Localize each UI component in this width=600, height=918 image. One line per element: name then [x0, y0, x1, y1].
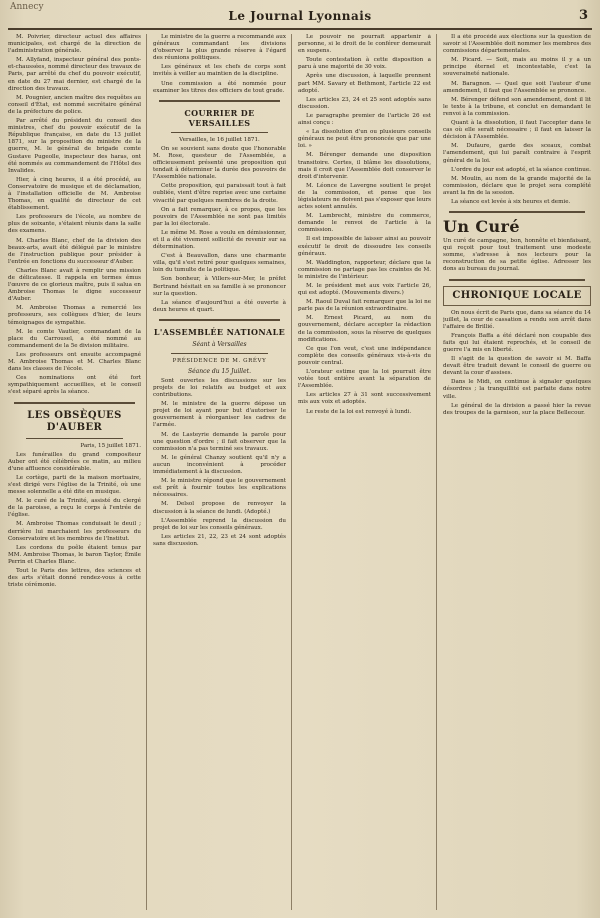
chronicle-paragraph: Il s'agit de la question de savoir si M. Baffa devait être traduit devant le conseil de guerre ou devant la cour d'assises.	[443, 356, 591, 377]
obituary-paragraph: M. Ambroise Thomas conduisait le deuil ; derrière lui marchaient les professeurs du Conservatoire et les membres de l'Institut.	[8, 521, 141, 542]
assembly-subheading: Séant à Versailles	[192, 340, 247, 348]
versailles-paragraph: C'est à Beauvallon, dans une charmante villa, qu'il s'est retiré pour quelques semaines, loin du tumulte de la politique.	[153, 253, 286, 274]
obituary-paragraph: Le cortège, parti de la maison mortuaire, s'est dirigé vers l'église de la Trinité, où une messe solennelle a été dite en musique.	[8, 474, 141, 496]
col1-paragraph: Par arrêté du président du conseil des ministres, chef du pouvoir exécutif de la République française, en date du 13 juillet 1871, sur la proposition du ministre de la guerre, M. le général de brigade comte Gustave Pugeolle, inspecteur des haras, ont été nommés au commandement de l'Hôtel des Invalides.	[8, 118, 141, 174]
col1-paragraph: M. le comte Vautier, commandant de la place du Carrousel, a été nommé au commandement de la 5e division militaire.	[8, 328, 141, 349]
col3-paragraph: M. Bérenger demande une disposition transitoire. Certes, il blâme les dissolutions, mais il croit que l'Assemblée doit conserver le droit d'intervenir.	[298, 152, 431, 180]
col4-paragraph: M. Moulin, au nom de la grande majorité de la commission, déclare que le projet sera complété avant la fin de la session.	[443, 175, 591, 196]
versailles-paragraph: Son bonheur, à Villers-sur-Mer, le préfet Bertrand hésitait en sa famille à se prononcer sur la question.	[153, 276, 286, 297]
col3-paragraph: Le paragraphe premier de l'article 26 est ainsi conçu :	[298, 112, 431, 127]
col2-paragraph: Une commission a été nommée pour examiner les titres des officiers de tout grade.	[153, 80, 286, 94]
col1-paragraph: M. Ambroise Thomas a remercié les professeurs, ses collègues d'hier, de leurs témoignages de sympathie.	[8, 305, 141, 326]
col1-paragraph: Ces nominations ont été fort sympathiquement accueillies, et le conseil s'est séparé après la séance.	[8, 375, 141, 396]
assembly-presidency: PRÉSIDENCE DE M. GRÉVY	[172, 357, 267, 364]
obituary-paragraph: M. le curé de la Trinité, assisté du clergé de la paroisse, a reçu le corps à l'entrée de l'église.	[8, 498, 141, 519]
col1-paragraph: M. Pougnier, ancien maître des requêtes au conseil d'État, est nommé secrétaire général de la préfecture de police.	[8, 94, 141, 115]
chronicle-heading: CHRONIQUE LOCALE	[452, 289, 582, 301]
col4-paragraph: Il a été procédé aux élections sur la question de savoir si l'Assemblée doit nommer les membres des commissions départementales.	[443, 34, 591, 55]
col4-paragraph: La séance est levée à six heures et demie.	[451, 198, 571, 205]
column-4	[443, 34, 591, 910]
col3-paragraph: L'orateur estime que la loi pourrait être votée tout entière avant la séparation de l'Assemblée.	[298, 369, 431, 390]
versailles-paragraph: La séance d'aujourd'hui a été ouverte à deux heures et quart.	[153, 299, 286, 313]
chronicle-paragraph: Dans le Midi, on continue à signaler quelques désordres ; la tranquillité est parfaite dans notre ville.	[443, 379, 591, 400]
heading-rule	[171, 353, 268, 354]
col3-paragraph: M. Lambrecht, ministre du commerce, demande le renvoi de l'article à la commission.	[298, 213, 431, 234]
column-divider	[146, 34, 147, 910]
page-number: 3	[578, 8, 588, 23]
col1-paragraph: Hier, à cinq heures, il a été procédé, au Conservatoire de musique et de déclamation, à l'installation officielle de M. Ambroise Thomas, en qualité de directeur de cet établissement.	[8, 176, 141, 212]
section-rule	[159, 100, 280, 102]
section-rule	[449, 279, 585, 281]
col3-paragraph: M. le président met aux voix l'article 26, qui est adopté. (Mouvements divers.)	[298, 283, 431, 297]
column-divider	[291, 34, 292, 910]
col1-paragraph: M. Poivrier, directeur actuel des affaires municipales, est chargé de la direction de l'administration générale.	[8, 34, 141, 55]
col3-paragraph: Les articles 27 à 31 sont successivement mis aux voix et adoptés.	[298, 392, 431, 406]
assembly-paragraph: M. le ministre de la guerre dépose un projet de loi ayant pour but d'autoriser le gouvernement à réorganiser les cadres de l'armée.	[153, 401, 286, 429]
col4-paragraph: Quant à la dissolution, il faut l'accepter dans le cas où elle serait nécessaire ; il faut en laisser la décision à l'Assemblée.	[443, 120, 591, 141]
assembly-paragraph: M. le ministre répond que le gouvernement est prêt à fournir toutes les explications nécessaires.	[153, 478, 286, 499]
versailles-dateline: Versailles, le 16 juillet 1871.	[179, 136, 260, 143]
col3-paragraph: Le reste de la loi est renvoyé à lundi.	[306, 408, 412, 415]
obituary-heading: LES OBSÈQUES D'AUBER	[27, 409, 122, 433]
obituary-paragraph: Tout le Paris des lettres, des sciences et des arts s'était donné rendez-vous à cette triste cérémonie.	[8, 568, 141, 589]
versailles-paragraph: Cette proposition, qui paraissait tout à fait oubliée, vient d'être reprise avec une certaine vivacité par quelques membres de la droite.	[153, 183, 286, 204]
masthead-corner-mark: Annecy	[10, 2, 44, 12]
obituary-dateline: Paris, 15 juillet 1871.	[80, 442, 141, 449]
col3-paragraph: Après une discussion, à laquelle prennent part MM. Savary et Bethmont, l'article 22 est adopté.	[298, 73, 431, 94]
col4-paragraph: L'ordre du jour est adopté, et la séance continue.	[451, 166, 591, 173]
col2-paragraph: Les généraux et les chefs de corps sont invités à veiller au maintien de la discipline.	[153, 64, 286, 78]
col3-paragraph: Il est impossible de laisser ainsi au pouvoir exécutif le droit de dissoudre les conseils généraux.	[298, 236, 431, 257]
masthead	[0, 0, 600, 30]
col1-news-block	[8, 34, 141, 397]
col3-paragraph: Le pouvoir ne pourrait appartenir à personne, si le droit de le conférer demeurait en suspens.	[298, 34, 431, 55]
col4-paragraph: M. Picard. — Soit, mais au moins il y a un principe éternel et incontestable, c'est la souveraineté nationale.	[443, 57, 591, 78]
col3-paragraph: « La dissolution d'un ou plusieurs conseils généraux ne peut être prononcée que par une loi. »	[298, 129, 431, 150]
col3-paragraph: M. Raoul Duval fait remarquer que la loi ne parle pas de la réunion extraordinaire.	[298, 299, 431, 313]
assembly-session-date: Séance du 15 Juillet.	[188, 367, 251, 375]
chronicle-paragraph: Le général de la division a passé hier la revue des troupes de la garnison, sur la place Bellecour.	[443, 402, 591, 416]
col1-paragraph: Charles Blanc avait à remplir une mission de délicatesse. Il rappela en termes émus l'œuvre de ce glorieux maître, puis il salua en Ambroise Thomas le digne successeur d'Auber.	[8, 267, 141, 303]
cure-notice: Un curé de campagne, bon, honnête et bienfaisant, qui reçoit pour tout traitement une modeste somme, s'adresse à nos lecteurs pour la reconstruction de sa petite église. Adresser les dons au bureau du journal.	[443, 238, 591, 273]
col3-paragraph: M. Waddington, rapporteur, déclare que la commission ne partage pas les craintes de M. le ministre de l'intérieur.	[298, 259, 431, 280]
column-3	[298, 34, 431, 910]
col3-paragraph: Toute contestation à cette disposition a paru à une majorité de 30 voix.	[298, 57, 431, 71]
assembly-paragraph: Sont ouvertes les discussions sur les projets de loi relatifs au budget et aux contributions.	[153, 377, 286, 399]
obituary-paragraph: Les funérailles du grand compositeur Auber ont été célébrées ce matin, au milieu d'une affluence considérable.	[8, 451, 141, 472]
col1-paragraph: Les professeurs ont ensuite accompagné M. Ambroise Thomas et M. Charles Blanc dans les classes de l'école.	[8, 351, 141, 373]
versailles-paragraph: Le même M. Rose a voulu en démissionner, et il a été vivement sollicité de revenir sur sa détermination.	[153, 229, 286, 251]
assembly-paragraph: M. le général Chanzy soutient qu'il n'y a aucun inconvénient à procéder immédiatement à la discussion.	[153, 454, 286, 476]
section-rule	[14, 402, 135, 404]
col3-paragraph: Les articles 23, 24 et 25 sont adoptés sans discussion.	[298, 96, 431, 110]
versailles-paragraph: On a fait remarquer, à ce propos, que les pouvoirs de l'Assemblée ne sont pas limités par la loi électorale.	[153, 206, 286, 227]
chronicle-paragraph: On nous écrit de Paris que, dans sa séance du 14 juillet, la cour de cassation a rendu son arrêt dans l'affaire de Brillié.	[443, 309, 591, 330]
chronicle-paragraph: François Baffa a été déclaré non coupable des faits qui lui étaient reprochés, et le conseil de guerre l'a mis en liberté.	[443, 332, 591, 353]
assembly-paragraph: M. Delsol propose de renvoyer la discussion à la séance de lundi. (Adopté.)	[153, 501, 286, 515]
col1-paragraph: M. Allyfand, inspecteur général des ponts-et-chaussées, nommé directeur des travaux de Paris, par arrêté du chef du pouvoir exécutif, en date du 27 mai dernier, est chargé de la direction des travaux.	[8, 57, 141, 92]
col2-paragraph: Le ministre de la guerre a recommandé aux généraux commandant les divisions d'observer la plus grande réserve à l'égard des réunions politiques.	[153, 34, 286, 62]
assembly-heading: L'ASSEMBLÉE NATIONALE	[153, 326, 286, 337]
versailles-paragraph: On se souvient sans doute que l'honorable M. Rose, questeur de l'Assemblée, a officieusement présenté une proposition qui tendait à déterminer la durée des pouvoirs de l'Assemblée nationale.	[153, 145, 286, 181]
col3-paragraph: Ce que l'on veut, c'est une indépendance complète des conseils généraux vis-à-vis du pouvoir central.	[298, 345, 431, 366]
col3-paragraph: M. Léonce de Lavergne soutient le projet de la commission, et pense que les législateurs ne doivent pas s'exposer que leurs actes soient annulés.	[298, 182, 431, 211]
col4-paragraph: M. Dufaure, garde des sceaux, combat l'amendement, qui lui paraît contraire à l'esprit général de la loi.	[443, 143, 591, 164]
cure-heading: Un Curé	[443, 217, 520, 237]
col1-paragraph: Les professeurs de l'école, au nombre de plus de soixante, s'étaient réunis dans la salle des examens.	[8, 214, 141, 235]
col4-paragraph: M. Bérenger défend son amendement, dont il lit le texte à la tribune, et conclut en demandant le renvoi à la commission.	[443, 96, 591, 117]
col4-paragraph: M. Baragnon. — Quel que soit l'auteur d'une amendement, il faut que l'Assemblée se prononce.	[443, 80, 591, 94]
section-rule	[449, 211, 585, 213]
heading-rule	[26, 438, 123, 439]
assembly-paragraph: L'Assemblée reprend la discussion du projet de loi sur les conseils généraux.	[153, 517, 286, 531]
section-rule	[159, 319, 280, 321]
chronicle-heading-box	[443, 286, 591, 306]
heading-rule	[171, 132, 268, 133]
assembly-paragraph: Les articles 21, 22, 23 et 24 sont adoptés sans discussion.	[153, 533, 286, 547]
col3-paragraph: M. Ernest Picard, au nom du gouvernement, déclare accepter la rédaction de la commission, sous la réserve de quelques modifications.	[298, 315, 431, 343]
obituary-paragraph: Les cordons du poêle étaient tenus par MM. Ambroise Thomas, le baron Taylor, Émile Perrin et Charles Blanc.	[8, 544, 141, 565]
column-2	[153, 34, 286, 910]
column-divider	[436, 34, 437, 910]
masthead-rule	[8, 28, 592, 30]
column-1	[8, 34, 141, 910]
masthead-title: Le Journal Lyonnais	[228, 9, 372, 23]
col1-paragraph: M. Charles Blanc, chef de la division des beaux-arts, avait été délégué par le ministre de l'instruction publique pour présider à l'entrée en fonctions du successeur d'Auber.	[8, 237, 141, 265]
versailles-heading: COURRIER DE VERSAILLES	[184, 107, 255, 128]
assembly-paragraph: M. de Lasteyrie demande la parole pour une question d'ordre ; il fait observer que la commission n'a pas terminé ses travaux.	[153, 431, 286, 452]
